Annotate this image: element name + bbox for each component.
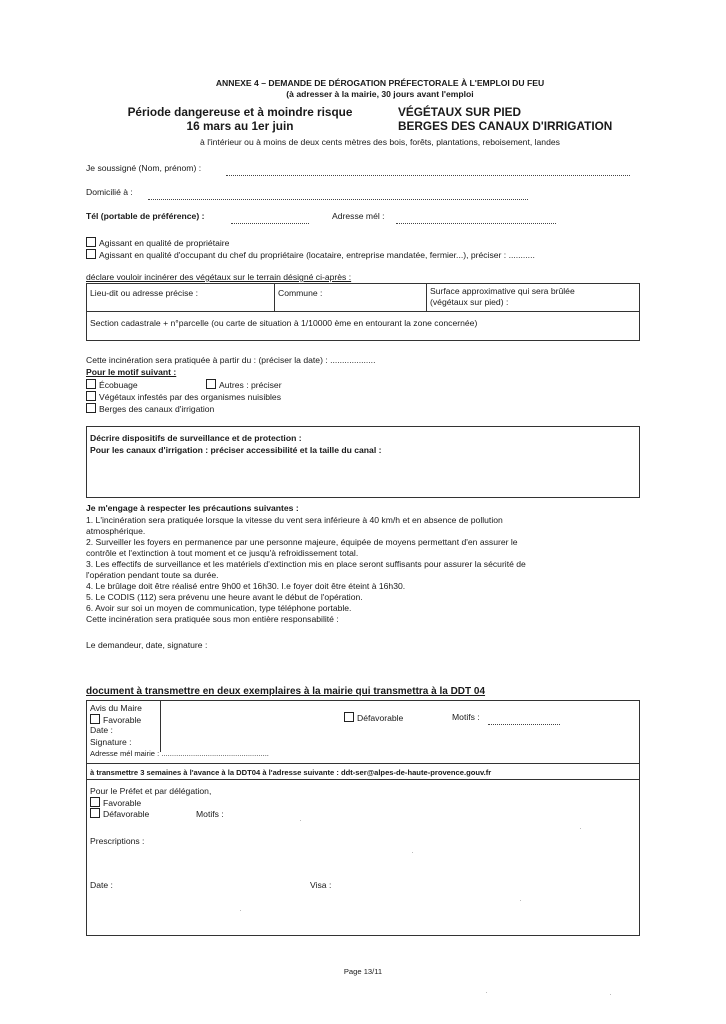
commitment-line: 3. Les effectifs de surveillance et les matériels d'extinction mis en place seront suffisants pour assurer la sécurité de: [86, 559, 526, 569]
commitment-line: 2. Surveiller les foyers en permanence par une personne majeure, équipée de moyens permettant d'en assurer le: [86, 537, 518, 547]
commitment-line: contrôle et l'extinction à tout moment et ce jusqu'à refroidissement total.: [86, 548, 359, 558]
divider: [426, 283, 427, 311]
mayor-email-label: Adresse mél mairie : ...................................................: [90, 749, 269, 758]
place-label: Lieu-dit ou adresse précise :: [90, 288, 198, 298]
ecobuage-option[interactable]: [86, 379, 138, 391]
prefect-defavorable-label: Défavorable: [103, 809, 150, 819]
scope-note: à l'intérieur ou à moins de deux cents mètres des bois, forêts, plantations, reboisement, landes: [200, 137, 560, 147]
scan-speck: [520, 900, 521, 901]
surveillance-line2: Pour les canaux d'irrigation : préciser accessibilité et la taille du canal :: [90, 445, 382, 455]
scan-speck: [486, 992, 487, 993]
berges-checkbox[interactable]: [86, 403, 96, 413]
period-title: Période dangereuse et à moindre risque: [127, 105, 353, 119]
berges-label: Berges des canaux d'irrigation: [99, 404, 215, 414]
name-field[interactable]: [226, 167, 630, 176]
date-label: Cette incinération sera pratiquée à partir du : (préciser la date) : ...................: [86, 355, 376, 365]
scan-speck: [610, 994, 611, 995]
prefect-favorable-checkbox[interactable]: [90, 797, 100, 807]
divider: [86, 763, 639, 764]
category-title: VÉGÉTAUX SUR PIED: [398, 105, 522, 119]
mayor-motifs-label: Motifs :: [452, 712, 480, 722]
prefect-date-label: Date :: [90, 880, 113, 890]
commitment-line: Cette incinération sera pratiquée sous mon entière responsabilité :: [86, 614, 339, 624]
autres-label: Autres : préciser: [219, 380, 282, 390]
occupant-checkbox[interactable]: [86, 249, 96, 259]
surveillance-line1: Décrire dispositifs de surveillance et de protection :: [90, 433, 302, 443]
autres-option[interactable]: [206, 379, 282, 391]
surface-label-detail: (végétaux sur pied) :: [430, 297, 509, 307]
ecobuage-label: Écobuage: [99, 380, 138, 390]
mayor-signature-label: Signature :: [90, 737, 132, 747]
prefect-motifs-label: Motifs :: [196, 809, 224, 819]
owner-option[interactable]: [86, 237, 229, 249]
commitment-line: 1. L'incinération sera pratiquée lorsque la vitesse du vent sera inférieure à 40 km/h et en absence de pollution: [86, 515, 503, 525]
owner-label: Agissant en qualité de propriétaire: [99, 238, 230, 248]
mayor-favorable-label: Favorable: [103, 715, 142, 725]
period-dates: 16 mars au 1er juin: [186, 119, 294, 133]
prefect-title: Pour le Préfet et par délégation,: [90, 786, 212, 796]
send-note: à transmettre 3 semaines à l'avance à la DDT04 à l'adresse suivante : ddt-ser@alpes-de-haute-provence.gouv.fr: [90, 768, 492, 777]
phone-label: Tél (portable de préférence) :: [86, 211, 205, 221]
signature-label: Le demandeur, date, signature :: [86, 640, 208, 650]
commitment-line: 4. Le brûlage doit être réalisé entre 9h00 et 16h30. I.e foyer doit être éteint à 16h30.: [86, 581, 406, 591]
scan-speck: [300, 820, 301, 821]
surface-label: Surface approximative qui sera brûlée: [430, 286, 575, 296]
commune-label: Commune :: [278, 288, 323, 298]
mayor-favorable-checkbox[interactable]: [90, 714, 100, 724]
commitment-line: l'opération pendant toute sa durée.: [86, 570, 219, 580]
motif-heading: Pour le motif suivant :: [86, 367, 177, 377]
owner-checkbox[interactable]: [86, 237, 96, 247]
divider: [274, 283, 275, 311]
divider: [86, 779, 639, 780]
occupant-option[interactable]: [86, 249, 535, 261]
declare-text: déclare vouloir incinérer des végétaux sur le terrain désigné ci-après :: [86, 272, 352, 282]
address-field[interactable]: [148, 191, 528, 200]
category-subtitle: BERGES DES CANAUX D'IRRIGATION: [398, 119, 613, 133]
mayor-motifs-field[interactable]: [488, 716, 560, 725]
email-label: Adresse mél :: [332, 211, 385, 221]
name-label: Je soussigné (Nom, prénom) :: [86, 163, 202, 173]
infested-checkbox[interactable]: [86, 391, 96, 401]
infested-option[interactable]: [86, 391, 281, 403]
divider: [86, 311, 639, 312]
scan-speck: [580, 828, 581, 829]
divider: [160, 700, 161, 752]
scan-speck: [240, 910, 241, 911]
scan-speck: [412, 852, 413, 853]
cadastre-label: Section cadastrale + n°parcelle (ou carte de situation à 1/10000 ème en entourant la zone concernée): [90, 318, 478, 328]
address-label: Domicilié à :: [86, 187, 133, 197]
email-field[interactable]: [396, 215, 556, 224]
prefect-favorable-label: Favorable: [103, 798, 142, 808]
annex-title: ANNEXE 4 – DEMANDE DE DÉROGATION PRÉFECTORALE À L'EMPLOI DU FEU: [215, 78, 545, 88]
occupant-label: Agissant en qualité d'occupant du chef du propriétaire (locataire, entreprise mandatée, fermier...), préciser : ...........: [99, 250, 535, 260]
mayor-title: Avis du Maire: [90, 703, 142, 713]
prefect-defavorable-checkbox[interactable]: [90, 808, 100, 818]
mayor-date-label: Date :: [90, 725, 113, 735]
berges-option[interactable]: [86, 403, 214, 415]
transmit-heading: document à transmettre en deux exemplaires à la mairie qui transmettra à la DDT 04: [86, 686, 486, 697]
prefect-defavorable-option[interactable]: [90, 808, 149, 820]
authorities-box: [86, 700, 640, 936]
commitment-line: 5. Le CODIS (112) sera prévenu une heure avant le début de l'opération.: [86, 592, 363, 602]
infested-label: Végétaux infestés par des organismes nuisibles: [99, 392, 282, 402]
annex-subtitle: (à adresser à la mairie, 30 jours avant l'emploi: [286, 89, 474, 99]
mayor-defavorable-option[interactable]: [344, 712, 403, 724]
commitments-heading: Je m'engage à respecter les précautions suivantes :: [86, 503, 299, 513]
commitment-line: atmosphérique.: [86, 526, 146, 536]
mayor-defavorable-label: Défavorable: [357, 713, 404, 723]
page-number: Page 13/11: [343, 967, 383, 976]
mayor-defavorable-checkbox[interactable]: [344, 712, 354, 722]
commitment-line: 6. Avoir sur soi un moyen de communication, type téléphone portable.: [86, 603, 352, 613]
prescriptions-label: Prescriptions :: [90, 836, 145, 846]
prefect-visa-label: Visa :: [310, 880, 332, 890]
ecobuage-checkbox[interactable]: [86, 379, 96, 389]
phone-field[interactable]: [231, 215, 309, 224]
autres-checkbox[interactable]: [206, 379, 216, 389]
